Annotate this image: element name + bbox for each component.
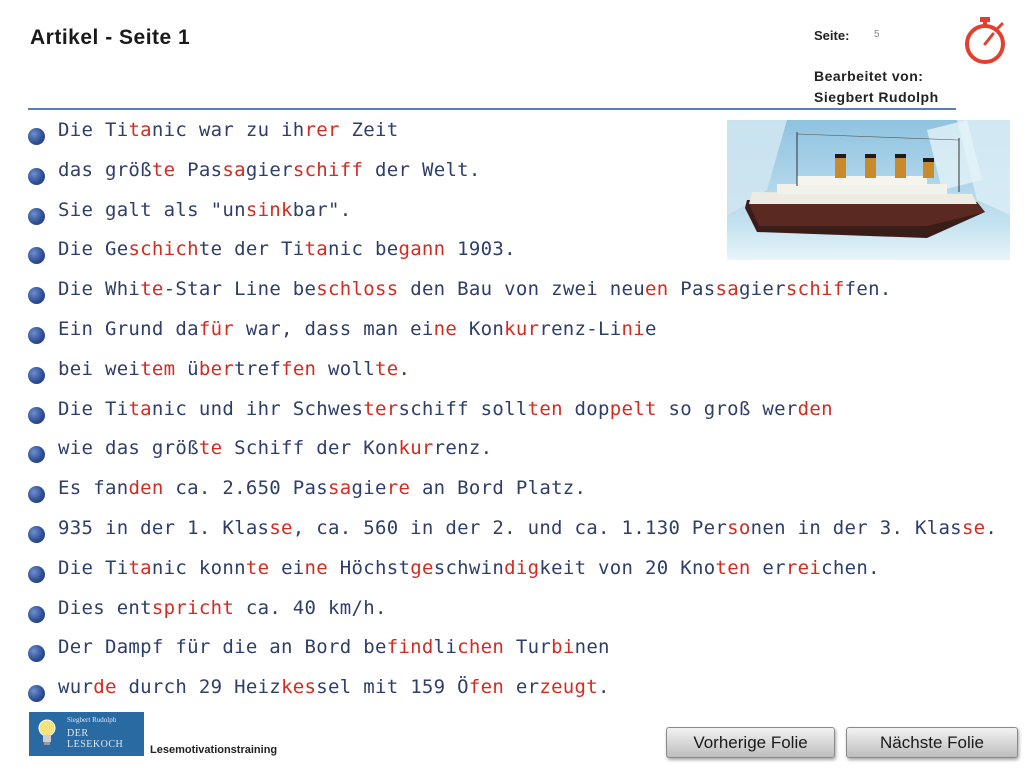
text-line [28, 672, 988, 712]
text-segment: den Bau von zwei neu [398, 278, 645, 301]
highlighted-syllable: schif [785, 278, 845, 301]
bullet-icon [28, 327, 45, 344]
highlighted-syllable: sa [222, 158, 246, 181]
highlighted-syllable: te [245, 556, 270, 579]
text-segment: gier [738, 278, 786, 301]
text-segment: te der Ti [198, 238, 305, 261]
highlighted-syllable: ten [715, 556, 751, 579]
text-segment: schwin [433, 556, 505, 579]
highlighted-syllable: ne [304, 556, 329, 579]
text-segment: Zeit [339, 119, 399, 141]
text-segment: 1903. [445, 238, 516, 261]
text-line [28, 513, 998, 553]
text-segment: schiff soll [398, 397, 528, 420]
text-segment: Sie galt als "un [58, 198, 246, 221]
editor-label: Bearbeitet von: [814, 68, 924, 84]
highlighted-syllable: se [961, 516, 986, 539]
text-segment: Ein Grund da [58, 317, 199, 340]
highlighted-syllable: sa [715, 278, 739, 301]
text-segment: Dies ent [58, 596, 152, 619]
line-text [58, 159, 481, 181]
text-line [28, 553, 988, 593]
text-segment: Die Ti [58, 556, 129, 579]
line-text [58, 199, 352, 221]
line-text [58, 557, 880, 579]
text-line [28, 473, 988, 513]
bullet-icon [28, 606, 45, 623]
text-segment: . [985, 516, 998, 539]
highlighted-syllable: ta [128, 556, 152, 579]
text-segment: . [598, 676, 610, 699]
highlighted-syllable: fen [281, 357, 317, 380]
text-segment: renz. [433, 437, 493, 460]
highlighted-syllable: schich [128, 238, 199, 261]
text-segment: ca. 2.650 Pas [163, 477, 329, 500]
highlighted-syllable: ta [128, 119, 152, 141]
highlighted-syllable: re [386, 477, 411, 500]
text-segment: nic und ihr Schwes [151, 397, 364, 420]
highlighted-syllable: te [140, 278, 164, 301]
text-segment: Es fan [58, 477, 129, 500]
text-segment: ü [175, 357, 199, 380]
bullet-icon [28, 486, 45, 503]
bullet-icon [28, 407, 45, 424]
text-segment: keit von 20 Kno [539, 556, 716, 579]
text-segment: nic war zu ih [151, 119, 305, 141]
text-segment: nic konn [151, 556, 246, 579]
highlighted-syllable: schiff [292, 158, 364, 181]
text-segment: Pas [175, 158, 223, 181]
line-text [58, 676, 610, 698]
text-segment: . [398, 357, 411, 380]
bullet-icon [28, 685, 45, 702]
text-segment: 935 in der 1. Klas [58, 516, 270, 539]
text-segment: an Bord Platz. [410, 477, 587, 500]
lightbulb-icon [37, 717, 57, 747]
line-text [58, 636, 610, 658]
bullet-icon [28, 645, 45, 662]
text-segment: gie [351, 477, 387, 500]
previous-slide-button[interactable]: Vorherige Folie [666, 727, 835, 758]
text-segment: er [504, 676, 540, 699]
text-segment: e [645, 317, 657, 340]
text-segment: Die Whi [58, 278, 141, 301]
line-text [58, 119, 398, 141]
text-segment: -Star Line be [163, 278, 317, 301]
logo-author: Siegbert Rudolph [67, 716, 117, 724]
text-line [28, 632, 988, 672]
text-segment: ca. 40 km/h. [234, 596, 387, 619]
highlighted-syllable: den [797, 397, 833, 420]
highlighted-syllable: ta [128, 397, 152, 420]
highlighted-syllable: kur [504, 317, 540, 340]
text-segment: Schiff der Kon [222, 437, 399, 460]
text-segment: Kon [457, 317, 505, 340]
line-text [58, 517, 997, 539]
text-segment: gier [245, 158, 293, 181]
highlighted-syllable: schloss [316, 278, 399, 301]
bullet-icon [28, 526, 45, 543]
highlighted-syllable: bi [551, 636, 575, 659]
highlighted-syllable: tem [140, 357, 176, 380]
text-segment: woll [316, 357, 375, 380]
highlighted-syllable: pelt [609, 397, 657, 420]
highlighted-syllable: den [128, 477, 164, 500]
text-segment: nen in der 3. Klas [750, 516, 962, 539]
text-segment: der Welt. [363, 158, 481, 181]
text-segment: wur [58, 676, 94, 699]
highlighted-syllable: gann [398, 238, 446, 261]
bullet-icon [28, 287, 45, 304]
text-segment: so groß wer [656, 397, 798, 420]
text-segment: , ca. 560 in der 2. und ca. 1.130 Per [292, 516, 728, 539]
text-segment: renz-Li [539, 317, 622, 340]
text-line [28, 593, 988, 633]
text-segment: bei wei [58, 357, 141, 380]
line-text [58, 437, 492, 459]
bullet-icon [28, 128, 45, 145]
page-title: Artikel - Seite 1 [30, 26, 191, 49]
text-segment: tref [234, 357, 282, 380]
text-segment: Die Ti [58, 119, 129, 141]
highlighted-syllable: rei [785, 556, 822, 579]
text-segment: er [750, 556, 786, 579]
line-text [58, 358, 410, 380]
highlighted-syllable: se [269, 516, 293, 539]
editor-info [814, 66, 939, 108]
logo-brand: DER LESEKOCH [67, 728, 124, 750]
highlighted-syllable: so [727, 516, 751, 539]
text-segment: das größ [58, 158, 152, 181]
text-line [28, 354, 988, 394]
bullet-icon [28, 367, 45, 384]
text-segment: durch 29 Heiz [116, 676, 282, 699]
text-line [28, 314, 988, 354]
text-segment: Der Dampf für die an Bord be [58, 636, 387, 659]
bullet-icon [28, 566, 45, 583]
highlighted-syllable: ne [433, 317, 458, 340]
highlighted-syllable: te [151, 158, 176, 181]
highlighted-syllable: kes [281, 676, 317, 699]
text-segment: Höchst [328, 556, 411, 579]
text-segment: Pas [668, 278, 716, 301]
footer-label: Lesemotivationstraining [150, 744, 278, 756]
highlighted-syllable: sink [245, 198, 293, 221]
highlighted-syllable: sa [328, 477, 352, 500]
page-number: 5 [874, 29, 880, 40]
highlighted-syllable: ber [198, 357, 235, 380]
lesekoch-logo [29, 712, 144, 756]
text-segment: nic be [328, 238, 399, 261]
text-segment: dop [562, 397, 610, 420]
line-text [58, 398, 833, 420]
text-segment: wie das größ [58, 437, 199, 460]
highlighted-syllable: ge [410, 556, 434, 579]
text-line [28, 394, 988, 434]
text-segment: sel mit 159 Ö [316, 676, 469, 699]
text-segment: li [433, 636, 458, 659]
highlighted-syllable: te [375, 357, 399, 380]
text-line [28, 274, 988, 314]
text-segment: chen. [821, 556, 880, 579]
text-segment: bar". [292, 198, 352, 221]
highlighted-syllable: rer [304, 119, 340, 141]
highlighted-syllable: kur [398, 437, 434, 460]
highlighted-syllable: ten [527, 397, 563, 420]
page-label: Seite: [814, 28, 850, 43]
highlighted-syllable: te [198, 437, 223, 460]
text-segment: Die Ti [58, 397, 129, 420]
highlighted-syllable: chen [457, 636, 505, 659]
highlighted-syllable: für [198, 317, 235, 340]
line-text [58, 278, 892, 300]
highlighted-syllable: ni [621, 317, 645, 340]
highlighted-syllable: en [645, 278, 669, 301]
line-text [58, 238, 516, 260]
text-segment: Tur [504, 636, 552, 659]
stopwatch-icon[interactable] [962, 16, 1008, 64]
bullet-icon [28, 446, 45, 463]
text-segment: ei [269, 556, 305, 579]
highlighted-syllable: ta [304, 238, 329, 261]
text-line [28, 433, 988, 473]
highlighted-syllable: ter [363, 397, 399, 420]
highlighted-syllable: dig [504, 556, 540, 579]
highlighted-syllable: find [386, 636, 434, 659]
text-segment: Die Ge [58, 238, 129, 261]
bullet-icon [28, 208, 45, 225]
highlighted-syllable: de [93, 676, 117, 699]
bullet-icon [28, 247, 45, 264]
header-divider [28, 108, 956, 110]
line-text [58, 477, 586, 499]
text-segment: war, dass man ei [234, 317, 434, 340]
highlighted-syllable: fen [468, 676, 505, 699]
text-segment: fen. [844, 278, 892, 301]
text-segment: nen [574, 636, 610, 659]
line-text [58, 318, 657, 340]
line-text [58, 597, 387, 619]
titanic-ship-image [727, 120, 1010, 260]
next-slide-button[interactable]: Nächste Folie [846, 727, 1018, 758]
highlighted-syllable: zeugt [539, 676, 599, 699]
editor-name: Siegbert Rudolph [814, 89, 939, 105]
bullet-icon [28, 168, 45, 185]
highlighted-syllable: spricht [151, 596, 235, 619]
